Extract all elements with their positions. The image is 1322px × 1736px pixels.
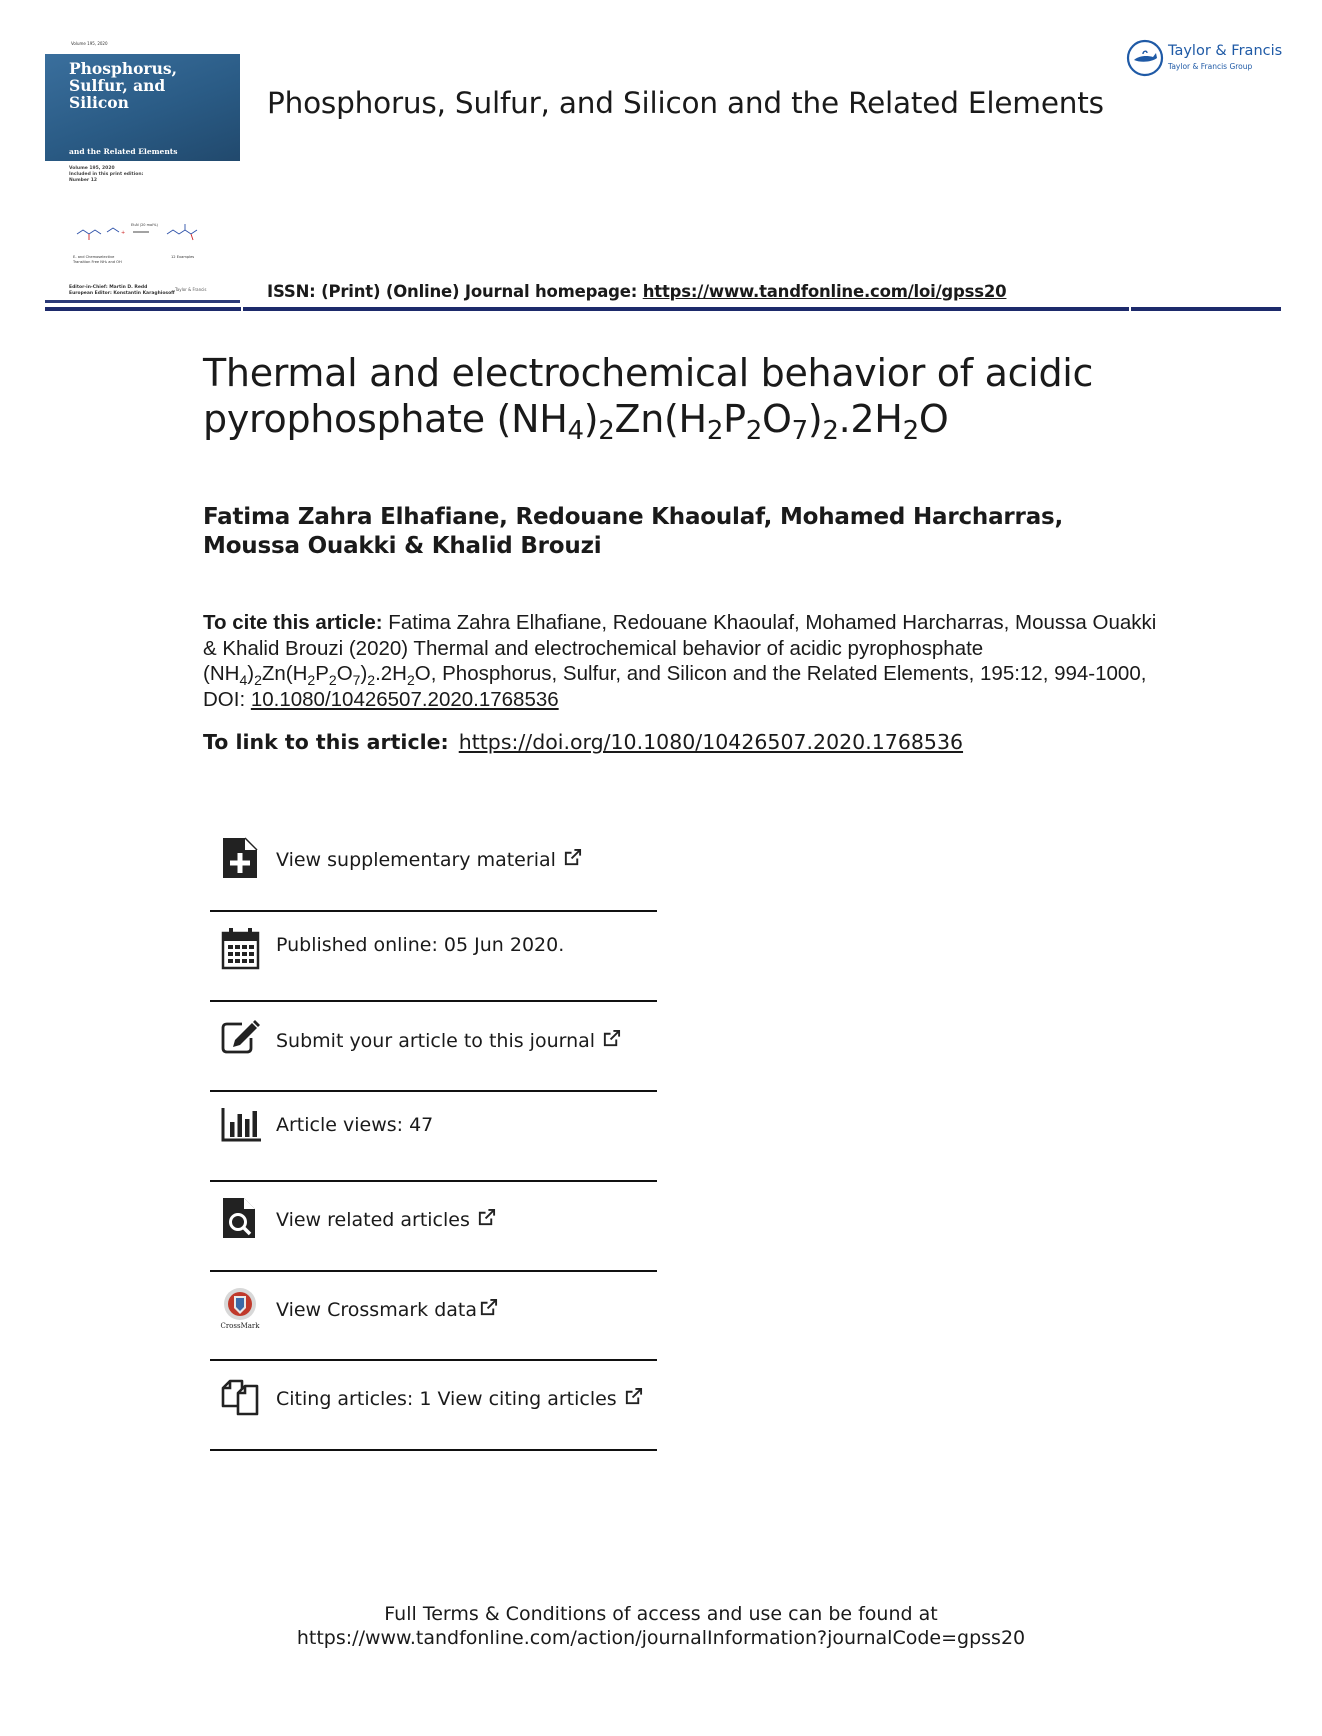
title-text: pyrophosphate (NH	[203, 397, 568, 441]
cite-text: )	[247, 662, 255, 685]
citation	[203, 610, 1163, 712]
cite-text: O	[414, 662, 431, 685]
related-articles-label	[276, 1208, 496, 1231]
svg-text:+: +	[121, 230, 126, 236]
scheme-right-caption: 12 Examples	[171, 255, 195, 259]
item-label: Citing articles: 1 View citing articles	[276, 1388, 617, 1410]
external-link-icon	[624, 1387, 643, 1406]
submit-article-item[interactable]	[210, 1002, 657, 1092]
article-title	[203, 350, 1163, 446]
cite-text: O	[336, 662, 353, 685]
publisher-logo[interactable]	[1126, 38, 1286, 78]
title-text: )	[807, 397, 823, 441]
cover-publisher-logo	[175, 287, 207, 292]
issn-text: ISSN: (Print) (Online) Journal homepage:	[267, 282, 643, 301]
cover-info	[69, 166, 143, 184]
journal-title: Phosphorus, Sulfur, and Silicon and the Related Elements	[267, 86, 1104, 120]
cover-editors	[69, 285, 175, 297]
title-text: )	[583, 397, 599, 441]
citation-text-2: , Phosphorus, Sulfur, and Silicon and the Related Elements, 195:12, 994-1000, DOI:	[203, 662, 1147, 711]
cover-subtitle: and the Related Elements	[69, 147, 178, 156]
cover-info-line: Volume 195, 2020	[69, 166, 115, 171]
cite-subscript: 2	[328, 672, 337, 688]
citing-articles-label	[276, 1387, 643, 1410]
scheme-left-caption: E- and Chemoselective	[73, 255, 115, 259]
external-link-icon	[602, 1029, 621, 1048]
supplementary-material-item[interactable]	[210, 820, 657, 910]
crossmark-caption: CrossMark	[220, 1322, 260, 1330]
title-subscript: 7	[791, 416, 808, 446]
search-document-icon	[220, 1196, 262, 1240]
supplementary-material-label	[276, 848, 582, 871]
scheme-left-caption-2: Transition Free NH₃ and OH	[73, 260, 122, 264]
supplementary-file-icon	[220, 836, 262, 880]
cover-info-line: Included in this print edition:	[69, 172, 144, 177]
publisher-name: Taylor & Francis	[1168, 43, 1283, 59]
edit-icon	[220, 1016, 262, 1060]
publisher-group: Taylor & Francis Group	[1168, 62, 1253, 71]
item-label: View related articles	[276, 1209, 470, 1231]
citation-text: Fatima Zahra Elhafiane, Redouane Khaoulaf, Mohamed Harcharras, Moussa Ouakki & Khalid Brouzi (2020) Thermal and electrochemical behavior of acidic pyrophosphate (NH	[203, 611, 1157, 685]
header-divider-gap	[1129, 307, 1131, 311]
citing-articles-item[interactable]	[210, 1361, 657, 1451]
taylor-francis-lamp-icon	[1126, 39, 1164, 77]
published-online-label: Published online: 05 Jun 2020.	[276, 934, 565, 956]
cite-subscript: 2	[254, 672, 262, 688]
title-subscript: 4	[567, 416, 584, 446]
cite-text: P	[315, 662, 329, 685]
article-title-line-2	[203, 396, 1163, 446]
title-subscript: 2	[706, 416, 724, 446]
cite-text: Zn(H	[261, 662, 308, 685]
published-online-item	[210, 912, 657, 1002]
list-divider	[210, 1449, 657, 1451]
cite-text: .2H	[375, 662, 407, 685]
author-list: Fatima Zahra Elhafiane, Redouane Khaoulaf, Mohamed Harcharras, Moussa Ouakki & Khalid Brouzi	[203, 504, 1064, 559]
cover-volume-line	[45, 38, 240, 52]
title-text: P	[723, 397, 746, 441]
bar-chart-icon	[220, 1104, 262, 1148]
crossmark-icon	[220, 1286, 262, 1330]
article-views-label: Article views: 47	[276, 1114, 434, 1136]
external-link-icon	[477, 1208, 496, 1227]
cover-info-line: Number 12	[69, 178, 97, 183]
cover-title-line: Phosphorus,	[69, 59, 177, 78]
calendar-icon	[220, 927, 262, 971]
cover-reaction-scheme	[71, 188, 221, 280]
cite-subscript: 2	[406, 672, 415, 688]
terms-footer	[0, 1603, 1322, 1650]
related-articles-item[interactable]	[210, 1182, 657, 1272]
doi-link[interactable]: 10.1080/10426507.2020.1768536	[250, 687, 559, 711]
title-text: Zn(H	[614, 397, 707, 441]
cover-title-band	[45, 54, 240, 161]
scheme-conditions: Et₃N (20 mol%)	[131, 223, 158, 227]
journal-homepage-link[interactable]: https://www.tandfonline.com/loi/gpss20	[642, 282, 1007, 301]
cover-title	[69, 60, 239, 111]
cover-title-line: Silicon	[69, 93, 129, 112]
article-views-item	[210, 1092, 657, 1182]
crossmark-label	[276, 1298, 498, 1321]
title-text: O	[761, 397, 792, 441]
article-link-line	[203, 730, 963, 754]
terms-line-1: Full Terms & Conditions of access and use can be found at	[384, 1603, 938, 1625]
cover-publisher-name: Taylor & Francis	[175, 287, 207, 292]
crossmark-item[interactable]	[210, 1272, 657, 1362]
cite-subscript: 4	[239, 672, 248, 688]
issn-line	[267, 282, 1006, 301]
item-label: Submit your article to this journal	[276, 1030, 596, 1052]
citation-label: To cite this article:	[203, 611, 383, 634]
submit-article-label	[276, 1029, 621, 1052]
cover-title-line: Sulfur, and	[69, 76, 166, 95]
cover-editor-line: Editor-in-Chief: Martin D. Redd	[69, 285, 148, 290]
header-divider-gap	[241, 307, 243, 311]
item-label: View Crossmark data	[276, 1299, 478, 1321]
title-subscript: 2	[745, 416, 762, 446]
journal-cover	[45, 38, 240, 304]
cover-volume-text: Volume 195, 2020	[71, 41, 108, 46]
item-label: View supplementary material	[276, 849, 556, 871]
citing-articles-icon	[220, 1376, 262, 1420]
cite-subscript: 7	[352, 672, 361, 688]
external-link-icon	[563, 848, 582, 867]
external-link-icon	[479, 1298, 498, 1317]
cite-subscript: 2	[307, 672, 316, 688]
article-doi-url[interactable]: https://doi.org/10.1080/10426507.2020.1768536	[458, 730, 964, 754]
title-subscript: 2	[822, 416, 839, 446]
title-subscript: 2	[598, 416, 615, 446]
title-text: O	[918, 397, 949, 441]
terms-url[interactable]: https://www.tandfonline.com/action/journalInformation?journalCode=gpss20	[296, 1626, 1026, 1649]
title-text: .2H	[838, 397, 903, 441]
cover-european-editor: European Editor: Konstantin Karaghiosoff	[69, 291, 175, 296]
title-subscript: 2	[902, 416, 919, 446]
header-divider	[45, 307, 1281, 311]
cite-text: )	[360, 662, 368, 685]
cover-rule	[45, 300, 240, 303]
cite-subscript: 2	[367, 672, 376, 688]
article-title-line-1: Thermal and electrochemical behavior of acidic	[203, 351, 1094, 395]
article-link-label: To link to this article:	[203, 730, 449, 754]
